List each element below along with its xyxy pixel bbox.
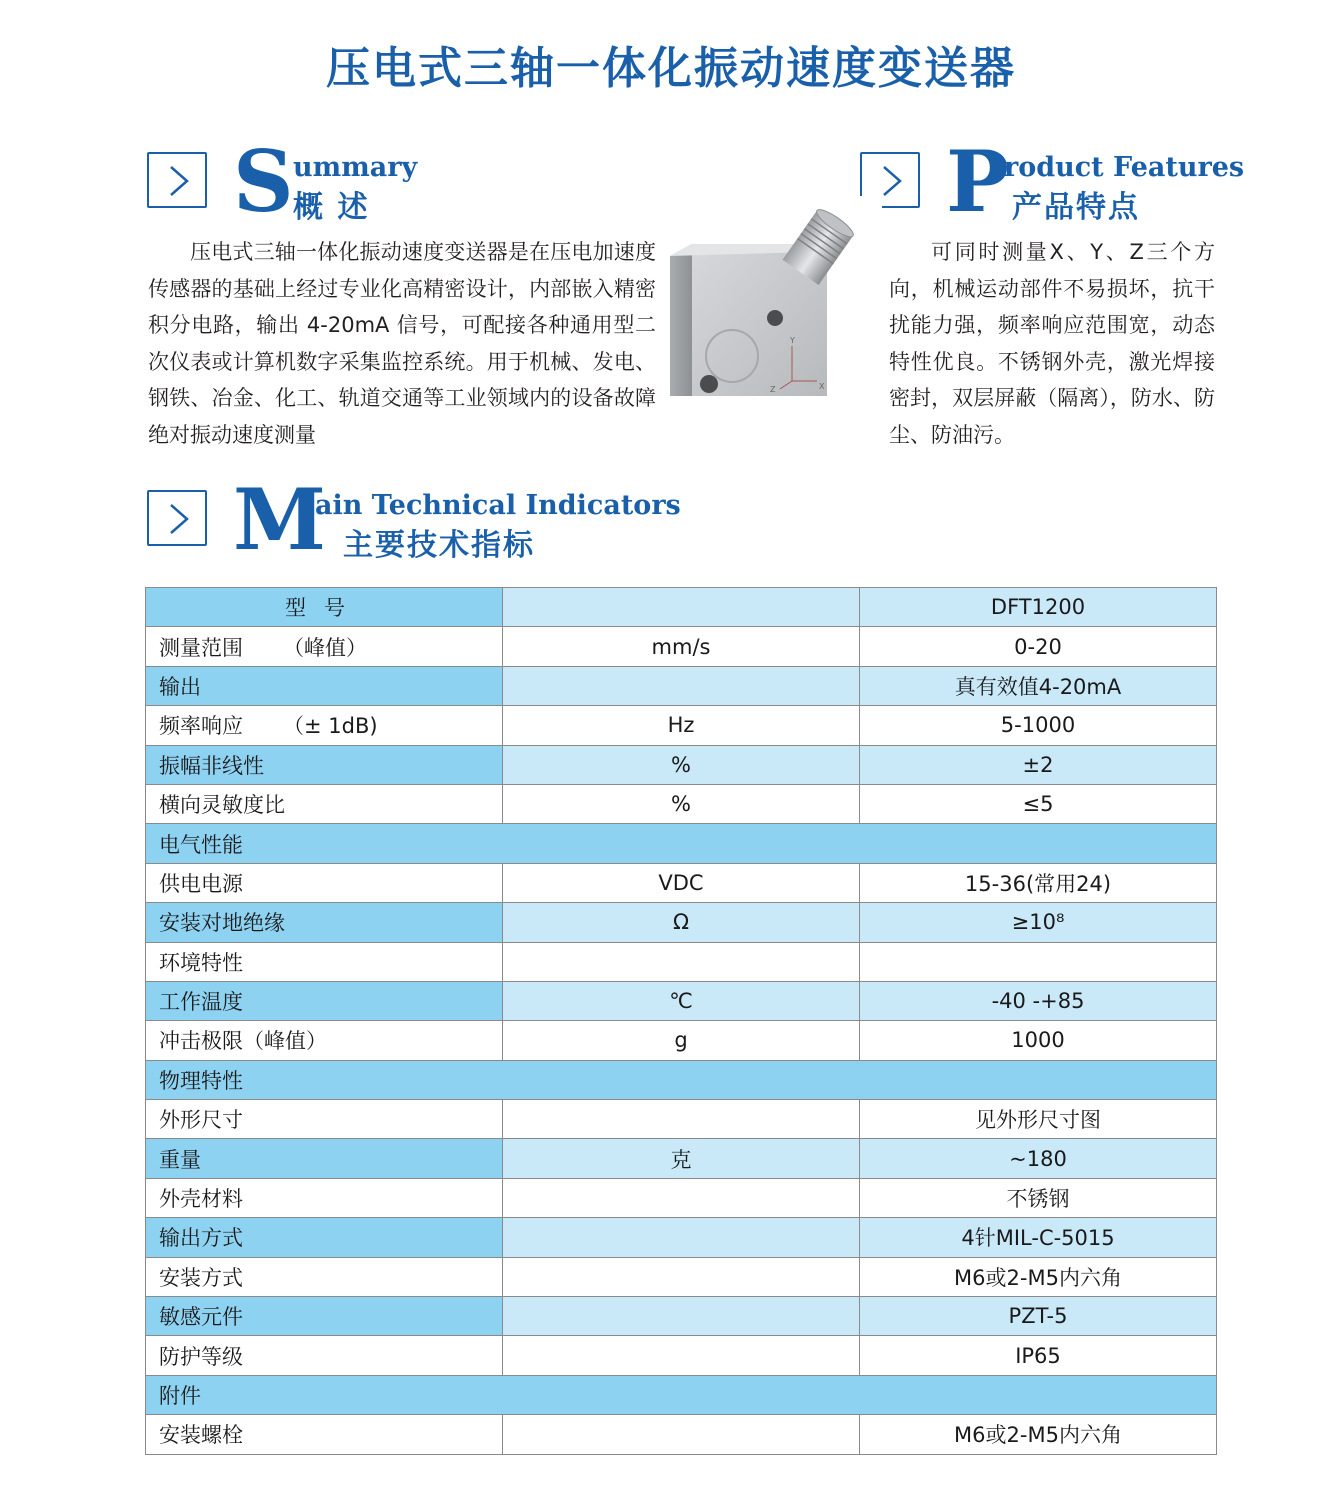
sensor-product-image [662, 196, 882, 401]
param-name-cell [146, 863, 503, 902]
table-row [146, 1100, 1217, 1139]
value-cell: M6或2-M5内六角 [860, 1415, 1217, 1454]
param-name: 输出方式 [159, 1226, 243, 1251]
unit-cell [503, 1100, 860, 1139]
table-row [146, 745, 1217, 784]
param-name: 外壳材料 [159, 1187, 243, 1212]
param-name: 横向灵敏度比 [159, 793, 285, 818]
features-header [860, 132, 1245, 231]
param-name-cell [146, 1021, 503, 1060]
value-cell: ±2 [860, 745, 1217, 784]
unit-cell [503, 942, 860, 981]
indicators-header [147, 470, 681, 569]
param-name: 工作温度 [159, 990, 243, 1015]
category-cell: 附件 [146, 1375, 1217, 1414]
features-text: 可同时测量X、Y、Z三个方向，机械运动部件不易损坏，抗干扰能力强，频率响应范围宽，动态特性优良。不锈钢外壳，激光焊接密封，双层屏蔽（隔离），防水、防尘、防油污。 [889, 240, 1215, 447]
param-name: 防护等级 [159, 1344, 243, 1369]
param-name-cell [146, 981, 503, 1020]
param-name-cell [146, 1415, 503, 1454]
param-name: 供电电源 [159, 871, 243, 896]
unit-cell [503, 1178, 860, 1217]
param-name-cell [146, 627, 503, 666]
unit-cell: Hz [503, 706, 860, 745]
table-row [146, 981, 1217, 1020]
features-initial: P [946, 132, 1010, 231]
unit-cell: mm/s [503, 627, 860, 666]
param-name: 安装方式 [159, 1265, 243, 1290]
param-name-cell [146, 903, 503, 942]
unit-cell [503, 1218, 860, 1257]
unit-cell [503, 666, 860, 705]
table-row [146, 706, 1217, 745]
value-cell: 5-1000 [860, 706, 1217, 745]
value-cell: DFT1200 [860, 588, 1217, 627]
unit-cell: % [503, 745, 860, 784]
table-row [146, 942, 1217, 981]
table-row [146, 903, 1217, 942]
param-name: 输出 [159, 674, 201, 699]
value-cell: 不锈钢 [860, 1178, 1217, 1217]
value-cell: ≥10⁸ [860, 903, 1217, 942]
features-cn-title: 产品特点 [1012, 190, 1140, 225]
table-row [146, 627, 1217, 666]
table-row [146, 1178, 1217, 1217]
param-name-cell [146, 588, 503, 627]
table-row [146, 1021, 1217, 1060]
unit-cell [503, 1415, 860, 1454]
param-name-cell [146, 1139, 503, 1178]
summary-header [147, 132, 447, 231]
value-cell: 4针MIL-C-5015 [860, 1218, 1217, 1257]
value-cell: PZT-5 [860, 1297, 1217, 1336]
param-qualifier: （峰值） [283, 635, 367, 660]
value-cell: M6或2-M5内六角 [860, 1257, 1217, 1296]
value-cell: 15-36(常用24) [860, 863, 1217, 902]
table-category-row [146, 824, 1217, 863]
indicators-en-title: ain Technical Indicators [315, 490, 681, 521]
param-name-cell [146, 1336, 503, 1375]
param-name-cell [146, 745, 503, 784]
chevron-right-icon [147, 152, 207, 208]
value-cell: 真有效值4-20mA [860, 666, 1217, 705]
param-name: 振幅非线性 [159, 753, 264, 778]
value-cell: ≤5 [860, 784, 1217, 823]
value-cell [860, 942, 1217, 981]
summary-initial: S [233, 132, 294, 231]
table-row [146, 1139, 1217, 1178]
value-cell: ~180 [860, 1139, 1217, 1178]
unit-cell: g [503, 1021, 860, 1060]
unit-cell [503, 588, 860, 627]
value-cell: 0-20 [860, 627, 1217, 666]
table-row [146, 666, 1217, 705]
param-name: 外形尺寸 [159, 1108, 243, 1133]
table-row [146, 1297, 1217, 1336]
table-row [146, 1415, 1217, 1454]
param-name-cell [146, 1257, 503, 1296]
param-name: 型号 [285, 596, 363, 621]
param-name-cell [146, 784, 503, 823]
category-cell: 电气性能 [146, 824, 1217, 863]
param-name-cell [146, 666, 503, 705]
unit-cell [503, 1336, 860, 1375]
indicators-cn-title: 主要技术指标 [343, 528, 535, 563]
unit-cell [503, 1257, 860, 1296]
value-cell: 1000 [860, 1021, 1217, 1060]
table-row [146, 863, 1217, 902]
param-name: 冲击极限（峰值） [159, 1029, 327, 1054]
param-name-cell [146, 1297, 503, 1336]
param-name: 安装螺栓 [159, 1423, 243, 1448]
param-name-cell [146, 1100, 503, 1139]
param-name-cell [146, 706, 503, 745]
table-row [146, 1336, 1217, 1375]
param-name: 环境特性 [159, 950, 243, 975]
param-name-cell [146, 942, 503, 981]
unit-cell: VDC [503, 863, 860, 902]
unit-cell: 克 [503, 1139, 860, 1178]
unit-cell: % [503, 784, 860, 823]
features-en-title: roduct Features [1004, 152, 1245, 183]
param-name-cell [146, 1218, 503, 1257]
spec-table [145, 587, 1217, 1455]
table-row [146, 588, 1217, 627]
unit-cell: Ω [503, 903, 860, 942]
category-cell: 物理特性 [146, 1060, 1217, 1099]
axis-label-x: X [819, 382, 825, 391]
table-row [146, 784, 1217, 823]
summary-text: 压电式三轴一体化振动速度变送器是在压电加速度传感器的基础上经过专业化高精密设计，内部嵌入精密积分电路，输出 4-20mA 信号，可配接各种通用型二次仪表或计算机数字采集监控系统。用于机械、发电、钢铁、冶金、化工、轨道交通等工业领域内的设备故障绝对振动速度测量 [148, 240, 656, 447]
table-row [146, 1218, 1217, 1257]
param-name: 安装对地绝缘 [159, 911, 285, 936]
param-name-cell [146, 1178, 503, 1217]
param-qualifier: （± 1dB) [283, 714, 378, 739]
chevron-right-icon [147, 490, 207, 546]
value-cell: IP65 [860, 1336, 1217, 1375]
summary-cn-title: 概 述 [293, 190, 370, 225]
param-name: 频率响应 [159, 714, 243, 739]
table-category-row [146, 1375, 1217, 1414]
page-title: 压电式三轴一体化振动速度变送器 [326, 43, 1016, 94]
value-cell: 见外形尺寸图 [860, 1100, 1217, 1139]
table-category-row [146, 1060, 1217, 1099]
unit-cell [503, 1297, 860, 1336]
unit-cell: ℃ [503, 981, 860, 1020]
indicators-initial: M [233, 470, 326, 569]
axis-label-z: Z [770, 385, 776, 394]
value-cell: -40 -+85 [860, 981, 1217, 1020]
table-row [146, 1257, 1217, 1296]
summary-en-title: ummary [293, 152, 418, 183]
param-name: 重量 [159, 1147, 201, 1172]
param-name: 敏感元件 [159, 1305, 243, 1330]
axis-label-y: Y [790, 336, 795, 345]
param-name: 测量范围 [159, 635, 243, 660]
